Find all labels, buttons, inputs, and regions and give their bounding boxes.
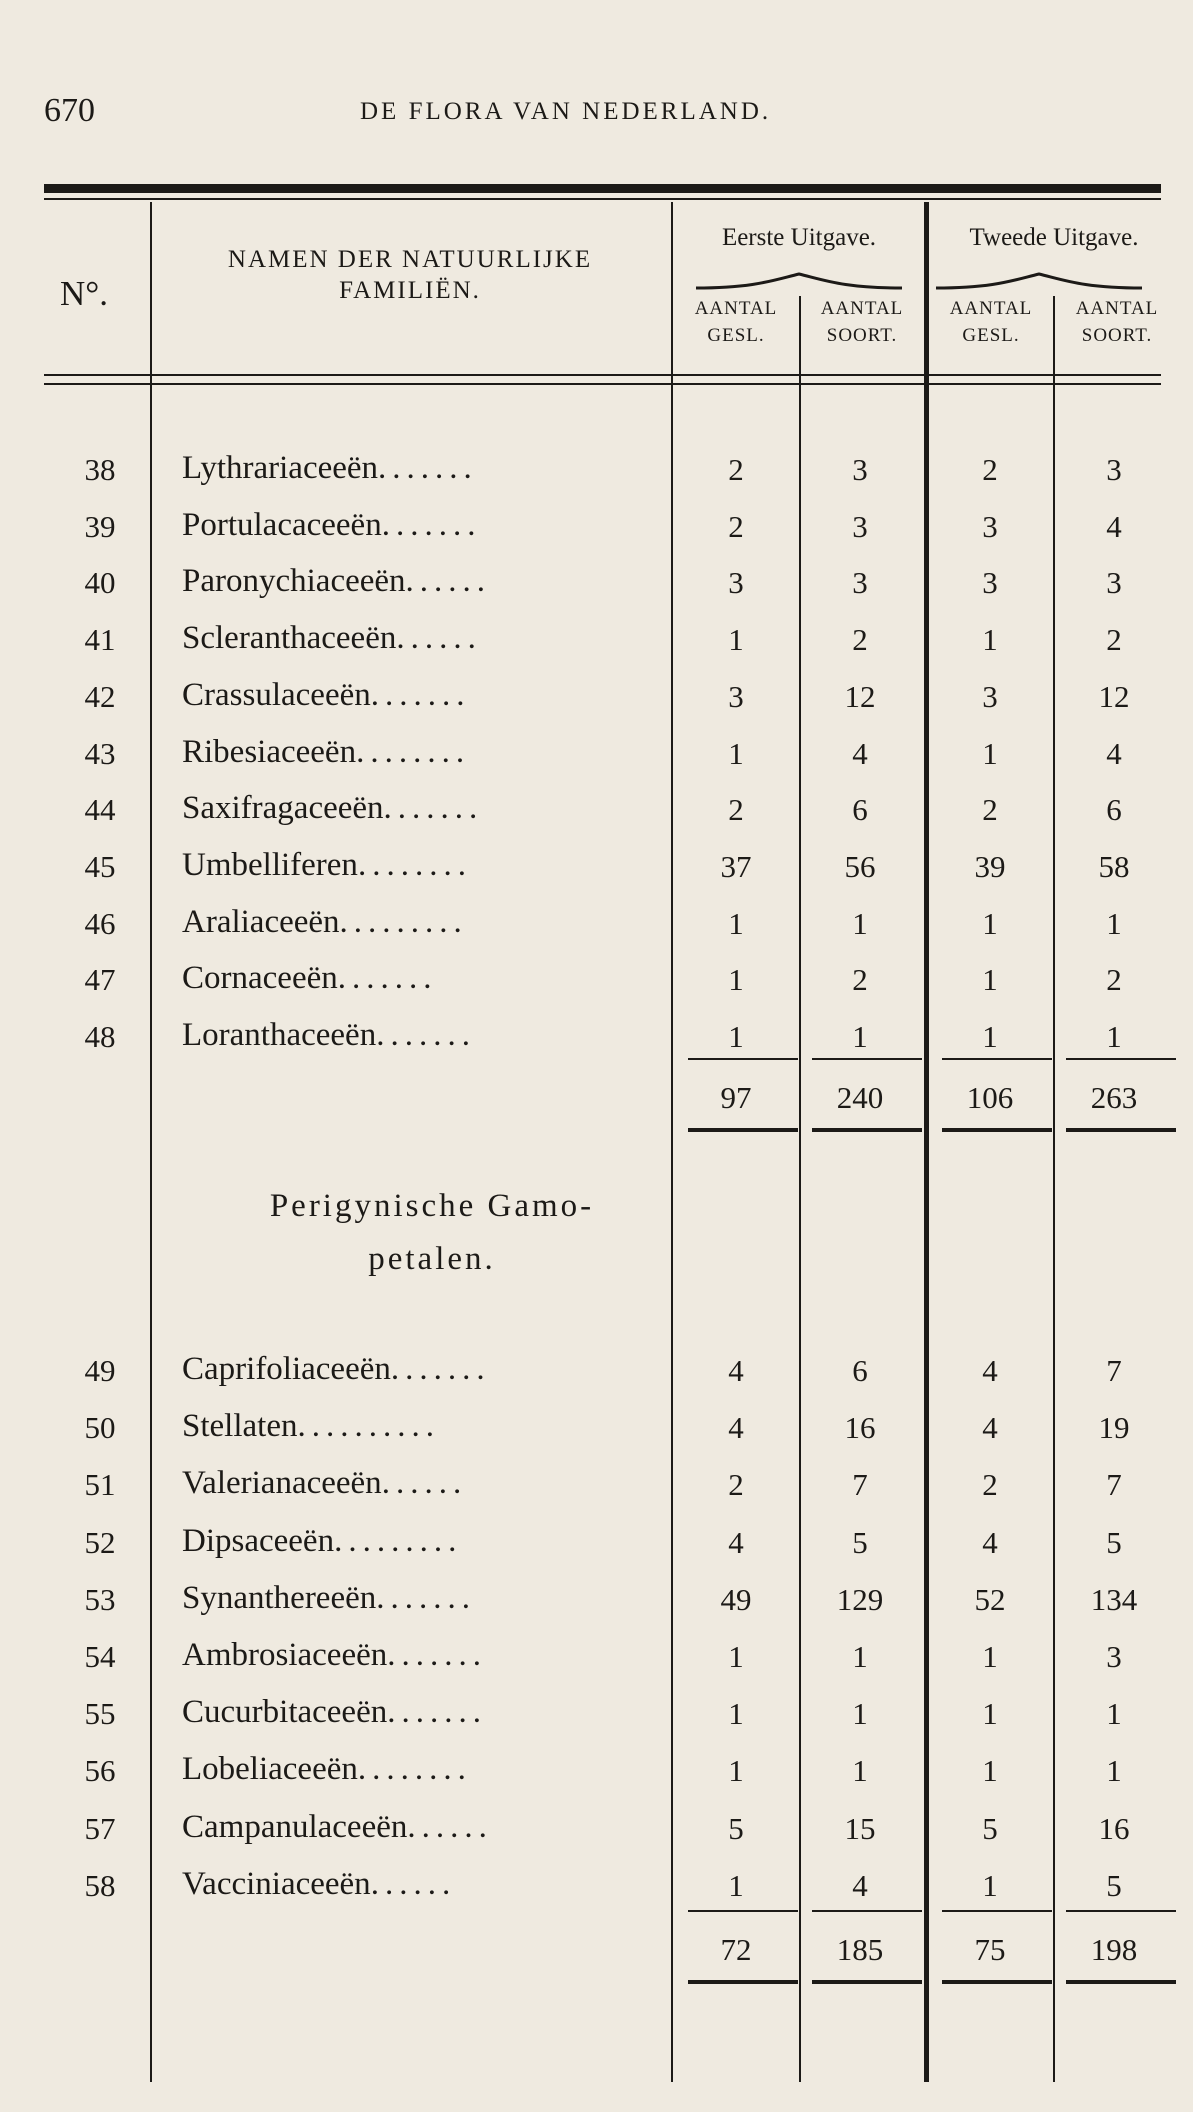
total-g2: 75 — [974, 1932, 1006, 1967]
dot-leader: ....... — [381, 506, 482, 543]
total-rule-top — [688, 1910, 798, 1912]
family-name: Lythrariaceeën — [182, 450, 379, 486]
family-name: Umbelliferen — [182, 846, 358, 883]
dot-leader: ....... — [376, 1017, 476, 1053]
family-name-cell — [182, 1694, 487, 1731]
total-rule-top — [812, 1910, 922, 1912]
dot-leader: ........ — [357, 1751, 472, 1788]
family-name: Paronychiaceeën — [182, 563, 406, 600]
count-s2: 58 — [1098, 848, 1130, 884]
divider-names — [671, 202, 673, 2082]
header-rule-lower — [44, 383, 1161, 385]
row-number: 47 — [84, 962, 116, 998]
count-s1: 5 — [852, 1524, 868, 1560]
count-s1: 12 — [844, 678, 876, 714]
family-name-cell — [182, 1017, 476, 1054]
count-g1: 3 — [728, 678, 744, 714]
count-s1: 15 — [844, 1810, 876, 1846]
total-rule-top — [942, 1910, 1052, 1912]
family-name-cell — [182, 1351, 491, 1388]
family-name: Synanthereeën — [182, 1579, 377, 1616]
count-s1: 16 — [844, 1410, 876, 1446]
dot-leader: ......... — [339, 903, 468, 940]
family-name: Ribesiaceeën — [182, 733, 357, 770]
total-g1: 97 — [720, 1080, 752, 1115]
count-g2: 5 — [982, 1810, 998, 1846]
total-rule-bottom — [1066, 1980, 1176, 1984]
top-rule — [44, 184, 1161, 193]
count-g1: 4 — [728, 1410, 744, 1446]
header-gesl-label: GESL. — [962, 324, 1020, 346]
count-s1: 1 — [852, 1019, 868, 1054]
family-name-cell — [182, 563, 491, 600]
count-s2: 19 — [1098, 1410, 1130, 1446]
header-gesl-label: GESL. — [707, 324, 765, 346]
header-aantal-label: AANTAL — [820, 298, 904, 319]
total-s1: 185 — [836, 1932, 884, 1967]
count-g2: 1 — [982, 1019, 998, 1054]
total-rule-bottom — [942, 1980, 1052, 1984]
count-s1: 2 — [852, 962, 868, 998]
count-s1: 6 — [852, 1353, 868, 1388]
count-g2: 1 — [982, 622, 998, 658]
count-s2: 3 — [1106, 1639, 1122, 1674]
row-number: 38 — [84, 452, 116, 487]
count-s2: 2 — [1106, 622, 1122, 658]
family-name-cell — [182, 1523, 462, 1560]
count-s1: 3 — [852, 508, 868, 544]
count-g2: 2 — [982, 452, 998, 487]
count-g2: 1 — [982, 905, 998, 941]
total-s1: 240 — [836, 1080, 884, 1115]
count-s1: 1 — [852, 1753, 868, 1789]
count-g1: 1 — [728, 735, 744, 771]
count-s1: 2 — [852, 622, 868, 658]
header-soort-label: SOORT. — [1081, 324, 1153, 346]
count-g2: 4 — [982, 1353, 998, 1388]
family-name-cell — [182, 1751, 472, 1788]
page-number: 670 — [44, 92, 95, 129]
family-name: Campanulaceeën — [182, 1808, 408, 1845]
total-rule-top — [688, 1058, 798, 1060]
count-g1: 1 — [728, 1867, 744, 1903]
count-s2: 7 — [1106, 1467, 1122, 1503]
family-name-cell — [182, 677, 471, 714]
count-s2: 5 — [1106, 1524, 1122, 1560]
count-g2: 3 — [982, 565, 998, 601]
family-name: Scleranthaceeën — [182, 620, 397, 657]
count-s1: 3 — [852, 565, 868, 601]
total-rule-top — [1066, 1910, 1176, 1912]
row-number: 48 — [84, 1019, 116, 1054]
count-s2: 1 — [1106, 1753, 1122, 1789]
count-s2: 134 — [1090, 1581, 1138, 1617]
count-s2: 16 — [1098, 1810, 1130, 1846]
total-rule-bottom — [688, 1128, 798, 1132]
header-rule — [44, 374, 1161, 376]
dot-leader: ...... — [370, 1865, 457, 1902]
count-s2: 2 — [1106, 962, 1122, 998]
header-aantal-label: AANTAL — [1075, 298, 1159, 319]
header-second-edition: Tweede Uitgave. — [969, 224, 1139, 251]
family-name: Portulacaceeën — [182, 506, 382, 543]
row-number: 42 — [84, 678, 116, 714]
count-g2: 4 — [982, 1410, 998, 1446]
count-g2: 1 — [982, 962, 998, 998]
row-number: 56 — [84, 1753, 116, 1789]
row-number: 43 — [84, 735, 116, 771]
header-first-edition: Eerste Uitgave. — [721, 224, 877, 251]
count-g1: 2 — [728, 792, 744, 828]
row-number: 46 — [84, 905, 116, 941]
count-s2: 4 — [1106, 735, 1122, 771]
count-g2: 2 — [982, 792, 998, 828]
family-name: Crassulaceeën — [182, 676, 371, 713]
count-s2: 6 — [1106, 792, 1122, 828]
family-name-cell — [182, 960, 438, 997]
row-number: 39 — [84, 508, 116, 544]
family-name-cell — [182, 620, 482, 657]
row-number: 55 — [84, 1696, 116, 1732]
header-names-line2: FAMILIËN. — [339, 277, 481, 305]
family-name: Ambrosiaceeën — [182, 1637, 388, 1673]
family-name-cell — [182, 790, 483, 827]
dot-leader: ...... — [396, 620, 482, 657]
count-s2: 7 — [1106, 1353, 1122, 1388]
family-name: Caprifoliaceeën — [182, 1351, 391, 1387]
count-g1: 49 — [720, 1581, 752, 1617]
family-name: Vacciniaceeën — [182, 1865, 371, 1902]
count-s2: 1 — [1106, 1019, 1122, 1054]
family-name: Valerianaceeën — [182, 1465, 382, 1502]
total-rule-bottom — [688, 1980, 798, 1984]
header-names-line1: NAMEN DER NATUURLIJKE — [227, 246, 593, 273]
count-s2: 12 — [1098, 678, 1130, 714]
row-number: 51 — [84, 1467, 116, 1503]
total-rule-bottom — [812, 1980, 922, 1984]
count-s1: 56 — [844, 848, 876, 884]
count-g1: 1 — [728, 1696, 744, 1732]
family-name-cell — [182, 1408, 440, 1445]
dot-leader: ...... — [405, 563, 492, 600]
count-g2: 1 — [982, 1696, 998, 1732]
dot-leader: ....... — [387, 1637, 487, 1673]
header-aantal-label: AANTAL — [694, 298, 778, 319]
dot-leader: ........ — [356, 733, 471, 770]
family-name-cell — [182, 1580, 476, 1617]
total-rule-bottom — [1066, 1128, 1176, 1132]
total-rule-top — [1066, 1058, 1176, 1060]
count-g1: 4 — [728, 1353, 744, 1388]
count-g1: 1 — [728, 1639, 744, 1674]
count-s1: 1 — [852, 905, 868, 941]
count-s1: 1 — [852, 1696, 868, 1732]
dot-leader: ....... — [378, 450, 478, 486]
count-s1: 4 — [852, 1867, 868, 1903]
row-number: 57 — [84, 1810, 116, 1846]
family-name: Dipsaceeën — [182, 1522, 335, 1559]
total-rule-bottom — [812, 1128, 922, 1132]
count-g1: 2 — [728, 508, 744, 544]
family-name-cell — [182, 1465, 467, 1502]
count-g1: 3 — [728, 565, 744, 601]
row-number: 58 — [84, 1867, 116, 1903]
header-gesl-second — [931, 296, 1051, 349]
row-number: 41 — [84, 622, 116, 658]
family-name: Cornaceeën — [182, 960, 338, 997]
count-g1: 37 — [720, 848, 752, 884]
top-rule-thin — [44, 198, 1161, 200]
family-name: Cucurbitaceeën — [182, 1694, 388, 1731]
family-name: Loranthaceeën — [182, 1017, 377, 1053]
family-name-cell — [182, 1809, 493, 1846]
count-g2: 1 — [982, 1867, 998, 1903]
section-heading-line1: Perigynische Gamo- — [269, 1188, 595, 1224]
section-heading-line2: petalen. — [368, 1240, 496, 1277]
total-rule-top — [812, 1058, 922, 1060]
count-g2: 1 — [982, 1639, 998, 1674]
total-g1: 72 — [720, 1932, 752, 1967]
header-family-names — [160, 244, 660, 307]
dot-leader: ....... — [387, 1694, 487, 1731]
family-name-cell — [182, 904, 468, 941]
total-s2: 198 — [1090, 1932, 1138, 1967]
family-name-cell — [182, 734, 470, 771]
row-number: 52 — [84, 1524, 116, 1560]
count-s2: 4 — [1106, 508, 1122, 544]
family-name-cell — [182, 847, 472, 884]
dot-leader: ....... — [370, 676, 471, 713]
count-g1: 1 — [728, 1019, 744, 1054]
count-g1: 1 — [728, 905, 744, 941]
count-g2: 2 — [982, 1467, 998, 1503]
count-g1: 1 — [728, 962, 744, 998]
count-g2: 4 — [982, 1524, 998, 1560]
count-s2: 3 — [1106, 452, 1122, 487]
row-number: 44 — [84, 792, 116, 828]
count-s2: 3 — [1106, 565, 1122, 601]
header-aantal-label: AANTAL — [949, 298, 1033, 319]
dot-leader: ....... — [337, 960, 438, 997]
count-s1: 129 — [836, 1581, 884, 1617]
header-soort-label: SOORT. — [826, 324, 898, 346]
family-name: Araliaceeën — [182, 903, 340, 940]
family-name-cell — [182, 507, 481, 544]
count-s2: 1 — [1106, 905, 1122, 941]
brace-first-edition — [694, 268, 904, 294]
count-s1: 4 — [852, 735, 868, 771]
section-heading — [172, 1180, 692, 1286]
row-number: 53 — [84, 1581, 116, 1617]
count-s1: 1 — [852, 1639, 868, 1674]
dot-leader: ...... — [381, 1465, 468, 1502]
count-s1: 3 — [852, 452, 868, 487]
count-s2: 5 — [1106, 1867, 1122, 1903]
count-g1: 2 — [728, 1467, 744, 1503]
header-gesl-first — [676, 296, 796, 349]
dot-leader: ....... — [390, 1351, 491, 1387]
divider-editions — [924, 202, 929, 2082]
row-number: 50 — [84, 1410, 116, 1446]
count-g2: 1 — [982, 735, 998, 771]
row-number: 49 — [84, 1353, 116, 1388]
count-g1: 4 — [728, 1524, 744, 1560]
count-g2: 39 — [974, 848, 1006, 884]
count-s1: 6 — [852, 792, 868, 828]
dot-leader: ....... — [383, 790, 484, 827]
total-rule-top — [942, 1058, 1052, 1060]
family-name: Saxifragaceeën — [182, 790, 384, 827]
row-number: 54 — [84, 1639, 116, 1674]
count-s2: 1 — [1106, 1696, 1122, 1732]
dot-leader: .......... — [297, 1408, 440, 1445]
family-name: Stellaten — [182, 1408, 298, 1445]
count-g1: 1 — [728, 1753, 744, 1789]
count-g1: 1 — [728, 622, 744, 658]
count-g2: 3 — [982, 678, 998, 714]
count-s1: 7 — [852, 1467, 868, 1503]
count-g1: 2 — [728, 452, 744, 487]
dot-leader: ......... — [334, 1522, 463, 1559]
family-name-cell — [182, 450, 478, 487]
total-s2: 263 — [1090, 1080, 1138, 1115]
total-g2: 106 — [966, 1080, 1014, 1115]
dot-leader: ...... — [407, 1808, 493, 1845]
dot-leader: ........ — [357, 846, 472, 883]
count-g2: 1 — [982, 1753, 998, 1789]
dot-leader: ....... — [376, 1579, 476, 1616]
count-g2: 3 — [982, 508, 998, 544]
family-name-cell — [182, 1866, 456, 1903]
row-number: 45 — [84, 848, 116, 884]
running-head: DE FLORA VAN NEDERLAND. — [360, 98, 772, 125]
count-g1: 5 — [728, 1810, 744, 1846]
header-number: N°. — [60, 274, 109, 313]
count-g2: 52 — [974, 1581, 1006, 1617]
family-name-cell — [182, 1637, 487, 1674]
brace-second-edition — [934, 268, 1144, 294]
total-rule-bottom — [942, 1128, 1052, 1132]
row-number: 40 — [84, 565, 116, 601]
header-soort-second — [1057, 296, 1177, 349]
header-soort-first — [802, 296, 922, 349]
family-name: Lobeliaceeën — [182, 1751, 358, 1788]
